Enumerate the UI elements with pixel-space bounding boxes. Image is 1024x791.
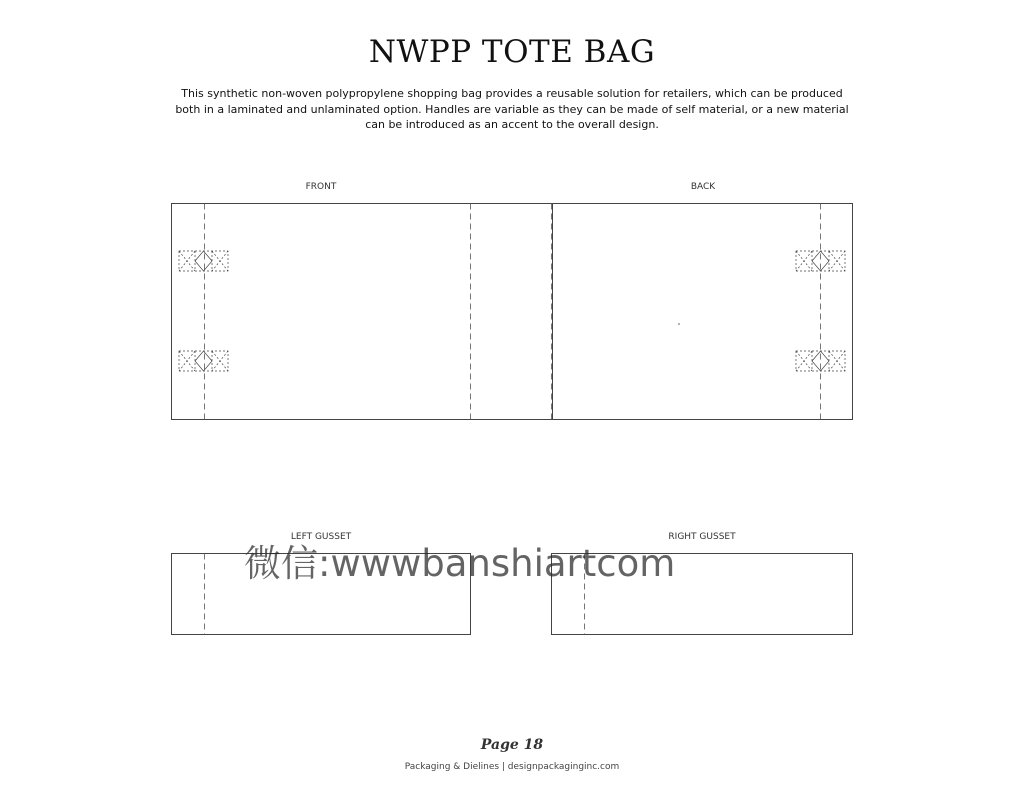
page-title: NWPP TOTE BAG — [368, 34, 656, 70]
handle-mark — [179, 251, 228, 271]
left-gusset-label: LEFT GUSSET — [290, 532, 352, 542]
watermark: 微信:wwwbanshiartcom — [244, 542, 676, 585]
front-label: FRONT — [305, 182, 337, 192]
right-gusset-outline — [552, 554, 853, 635]
left-gusset-outline — [172, 554, 471, 635]
description: This synthetic non-woven polypropylene shopping bag provides a reusable solution for retailers, which can be produced both in a laminated and unlaminated option. Handles are variable as they can be made of self material, or a new material can be introduced as an accent to the overall design. — [175, 87, 849, 131]
handle-mark — [179, 351, 228, 371]
right-gusset-label: RIGHT GUSSET — [668, 532, 736, 542]
back-label: BACK — [690, 182, 716, 192]
footer: Packaging & Dielines | designpackaginginc.com — [404, 762, 620, 772]
center-dot — [678, 323, 680, 325]
page-number: Page 18 — [480, 737, 544, 753]
front-back-panel-outline — [172, 204, 853, 420]
